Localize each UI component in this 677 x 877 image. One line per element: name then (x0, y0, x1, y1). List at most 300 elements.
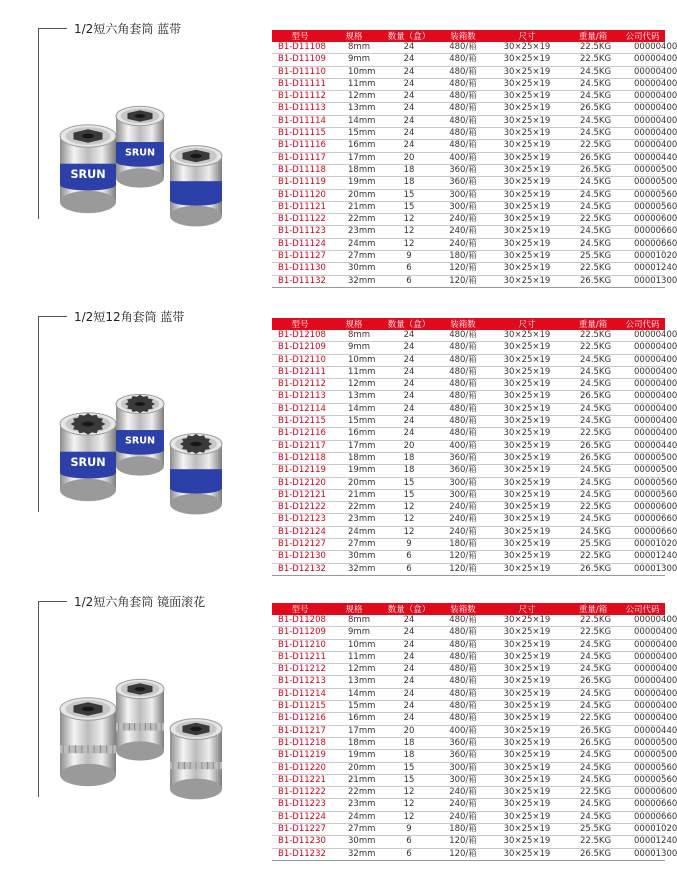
cell-code: 00000400 (620, 140, 665, 152)
table-row (272, 551, 665, 563)
section-title: 1/2短六角套筒 镜面滚花 (74, 595, 206, 609)
cell-size: 30×25×19 (488, 342, 566, 354)
cell-qty: 18 (380, 737, 438, 749)
table-row (272, 366, 665, 378)
table-row (272, 379, 665, 391)
cell-size: 30×25×19 (488, 201, 566, 213)
cell-spec: 9mm (328, 627, 380, 639)
cell-size: 30×25×19 (488, 91, 566, 103)
cell-code: 00000400 (620, 627, 665, 639)
cell-qty: 24 (380, 354, 438, 366)
cell-box-count: 180/箱 (438, 251, 488, 263)
cell-code: 00000500 (620, 465, 665, 477)
header-code: 公司代码 (620, 30, 665, 42)
cell-box-count: 120/箱 (438, 263, 488, 275)
cell-box-count: 180/箱 (438, 824, 488, 836)
cell-code: 00000400 (620, 651, 665, 663)
cell-qty: 9 (380, 251, 438, 263)
cell-weight: 26.5KG (566, 391, 620, 403)
cell-box-count: 480/箱 (438, 366, 488, 378)
table-row (272, 836, 665, 848)
cell-spec: 17mm (328, 440, 380, 452)
cell-model: B1-D12120 (272, 477, 328, 489)
cell-qty: 24 (380, 103, 438, 115)
cell-spec: 24mm (328, 238, 380, 250)
cell-qty: 12 (380, 502, 438, 514)
cell-code: 00000400 (620, 379, 665, 391)
cell-box-count: 480/箱 (438, 140, 488, 152)
table-row (272, 750, 665, 762)
table-row (272, 152, 665, 164)
cell-code: 00000400 (620, 639, 665, 651)
table-row (272, 238, 665, 250)
cell-size: 30×25×19 (488, 811, 566, 823)
table-row (272, 128, 665, 140)
cell-model: B1-D12113 (272, 391, 328, 403)
cell-size: 30×25×19 (488, 502, 566, 514)
cell-weight: 24.5KG (566, 526, 620, 538)
section-title: 1/2短六角套筒 蓝带 (74, 22, 182, 36)
cell-box-count: 120/箱 (438, 275, 488, 287)
cell-box-count: 480/箱 (438, 664, 488, 676)
cell-size: 30×25×19 (488, 750, 566, 762)
cell-spec: 32mm (328, 563, 380, 575)
cell-qty: 24 (380, 713, 438, 725)
table-row (272, 514, 665, 526)
cell-box-count: 480/箱 (438, 391, 488, 403)
cell-qty: 6 (380, 263, 438, 275)
table-row (272, 201, 665, 213)
cell-code: 00000400 (620, 391, 665, 403)
cell-size: 30×25×19 (488, 189, 566, 201)
table-row (272, 177, 665, 189)
cell-qty: 24 (380, 688, 438, 700)
cell-model: B1-D11119 (272, 177, 328, 189)
cell-model: B1-D11232 (272, 848, 328, 860)
cell-size: 30×25×19 (488, 848, 566, 860)
table-row (272, 539, 665, 551)
cell-size: 30×25×19 (488, 379, 566, 391)
cell-box-count: 400/箱 (438, 152, 488, 164)
cell-model: B1-D11123 (272, 226, 328, 238)
cell-qty: 24 (380, 615, 438, 627)
cell-weight: 24.5KG (566, 465, 620, 477)
cell-size: 30×25×19 (488, 676, 566, 688)
cell-weight: 24.5KG (566, 416, 620, 428)
table-row (272, 824, 665, 836)
header-box-count: 装箱数 (438, 603, 488, 615)
table-row (272, 416, 665, 428)
cell-code: 00000660 (620, 226, 665, 238)
header-model: 型号 (272, 603, 328, 615)
cell-spec: 32mm (328, 848, 380, 860)
header-spec: 规格 (328, 318, 380, 330)
table-row (272, 676, 665, 688)
cell-size: 30×25×19 (488, 54, 566, 66)
cell-qty: 24 (380, 342, 438, 354)
cell-weight: 24.5KG (566, 762, 620, 774)
cell-weight: 24.5KG (566, 115, 620, 127)
cell-code: 00000400 (620, 78, 665, 90)
cell-size: 30×25×19 (488, 238, 566, 250)
cell-size: 30×25×19 (488, 128, 566, 140)
cell-model: B1-D12115 (272, 416, 328, 428)
cell-weight: 24.5KG (566, 489, 620, 501)
cell-box-count: 480/箱 (438, 379, 488, 391)
cell-size: 30×25×19 (488, 688, 566, 700)
cell-qty: 24 (380, 42, 438, 54)
header-weight: 重量/箱 (566, 603, 620, 615)
socket-1 (60, 125, 116, 213)
cell-size: 30×25×19 (488, 526, 566, 538)
cell-qty: 15 (380, 489, 438, 501)
cell-spec: 8mm (328, 615, 380, 627)
cell-code: 00000600 (620, 787, 665, 799)
cell-code: 00000400 (620, 115, 665, 127)
header-box-count: 装箱数 (438, 30, 488, 42)
cell-size: 30×25×19 (488, 762, 566, 774)
cell-box-count: 300/箱 (438, 189, 488, 201)
cell-spec: 16mm (328, 428, 380, 440)
cell-code: 00000400 (620, 701, 665, 713)
cell-size: 30×25×19 (488, 428, 566, 440)
cell-model: B1-D11108 (272, 42, 328, 54)
cell-qty: 12 (380, 514, 438, 526)
cell-spec: 22mm (328, 787, 380, 799)
cell-box-count: 480/箱 (438, 639, 488, 651)
cell-weight: 22.5KG (566, 615, 620, 627)
socket-1 (60, 413, 116, 501)
cell-box-count: 480/箱 (438, 54, 488, 66)
cell-box-count: 480/箱 (438, 330, 488, 342)
cell-weight: 26.5KG (566, 275, 620, 287)
cell-size: 30×25×19 (488, 465, 566, 477)
cell-qty: 20 (380, 725, 438, 737)
cell-weight: 26.5KG (566, 103, 620, 115)
cell-qty: 9 (380, 824, 438, 836)
cell-code: 00000600 (620, 214, 665, 226)
cell-box-count: 120/箱 (438, 848, 488, 860)
cell-spec: 21mm (328, 201, 380, 213)
table-header-row (272, 318, 665, 330)
cell-model: B1-D11210 (272, 639, 328, 651)
cell-size: 30×25×19 (488, 440, 566, 452)
brand-logo: SRUN (124, 147, 156, 159)
cell-qty: 24 (380, 664, 438, 676)
cell-model: B1-D11219 (272, 750, 328, 762)
cell-spec: 30mm (328, 263, 380, 275)
table-row (272, 477, 665, 489)
cell-size: 30×25×19 (488, 78, 566, 90)
cell-weight: 22.5KG (566, 502, 620, 514)
cell-code: 00001240 (620, 836, 665, 848)
socket-2 (116, 394, 164, 475)
cell-weight: 26.5KG (566, 440, 620, 452)
cell-weight: 26.5KG (566, 676, 620, 688)
cell-box-count: 300/箱 (438, 477, 488, 489)
cell-code: 00000400 (620, 330, 665, 342)
cell-weight: 24.5KG (566, 811, 620, 823)
header-code: 公司代码 (620, 603, 665, 615)
header-spec: 规格 (328, 603, 380, 615)
cell-code: 00001240 (620, 263, 665, 275)
cell-code: 00001300 (620, 848, 665, 860)
cell-size: 30×25×19 (488, 664, 566, 676)
table-row (272, 214, 665, 226)
table-row (272, 799, 665, 811)
cell-size: 30×25×19 (488, 275, 566, 287)
cell-spec: 11mm (328, 651, 380, 663)
cell-spec: 14mm (328, 403, 380, 415)
cell-code: 00001300 (620, 275, 665, 287)
brand-logo: SRUN (70, 456, 106, 470)
spec-table (272, 30, 677, 288)
cell-box-count: 360/箱 (438, 177, 488, 189)
cell-code: 00000400 (620, 342, 665, 354)
cell-size: 30×25×19 (488, 177, 566, 189)
cell-weight: 22.5KG (566, 42, 620, 54)
cell-weight: 26.5KG (566, 563, 620, 575)
cell-model: B1-D12122 (272, 502, 328, 514)
cell-qty: 12 (380, 799, 438, 811)
cell-weight: 24.5KG (566, 750, 620, 762)
product-photo (48, 671, 234, 841)
cell-model: B1-D11132 (272, 275, 328, 287)
cell-weight: 26.5KG (566, 452, 620, 464)
cell-spec: 30mm (328, 836, 380, 848)
cell-spec: 22mm (328, 214, 380, 226)
cell-model: B1-D12109 (272, 342, 328, 354)
cell-model: B1-D11218 (272, 737, 328, 749)
cell-model: B1-D11118 (272, 164, 328, 176)
cell-model: B1-D12112 (272, 379, 328, 391)
cell-size: 30×25×19 (488, 737, 566, 749)
cell-spec: 13mm (328, 676, 380, 688)
cell-weight: 24.5KG (566, 226, 620, 238)
cell-size: 30×25×19 (488, 627, 566, 639)
cell-spec: 15mm (328, 416, 380, 428)
cell-box-count: 480/箱 (438, 42, 488, 54)
cell-box-count: 240/箱 (438, 514, 488, 526)
cell-weight: 24.5KG (566, 354, 620, 366)
cell-box-count: 240/箱 (438, 214, 488, 226)
cell-code: 00000440 (620, 725, 665, 737)
cell-spec: 17mm (328, 725, 380, 737)
cell-spec: 9mm (328, 54, 380, 66)
cell-qty: 18 (380, 452, 438, 464)
socket-3 (170, 146, 222, 227)
cell-model: B1-D11223 (272, 799, 328, 811)
cell-model: B1-D12127 (272, 539, 328, 551)
cell-weight: 24.5KG (566, 128, 620, 140)
cell-box-count: 240/箱 (438, 238, 488, 250)
cell-spec: 18mm (328, 737, 380, 749)
cell-box-count: 480/箱 (438, 115, 488, 127)
cell-qty: 12 (380, 226, 438, 238)
cell-weight: 26.5KG (566, 164, 620, 176)
cell-size: 30×25×19 (488, 514, 566, 526)
cell-weight: 24.5KG (566, 91, 620, 103)
table-row (272, 811, 665, 823)
cell-box-count: 360/箱 (438, 750, 488, 762)
cell-box-count: 120/箱 (438, 551, 488, 563)
cell-weight: 24.5KG (566, 477, 620, 489)
cell-size: 30×25×19 (488, 354, 566, 366)
cell-model: B1-D12108 (272, 330, 328, 342)
cell-qty: 18 (380, 177, 438, 189)
cell-weight: 26.5KG (566, 848, 620, 860)
cell-qty: 18 (380, 164, 438, 176)
table-row (272, 465, 665, 477)
table-row (272, 615, 665, 627)
cell-code: 00000560 (620, 477, 665, 489)
cell-code: 00000400 (620, 128, 665, 140)
cell-weight: 24.5KG (566, 701, 620, 713)
header-model: 型号 (272, 318, 328, 330)
cell-size: 30×25×19 (488, 551, 566, 563)
cell-code: 00001020 (620, 539, 665, 551)
cell-size: 30×25×19 (488, 774, 566, 786)
cell-size: 30×25×19 (488, 391, 566, 403)
brand-logo: SRUN (124, 435, 156, 447)
cell-code: 00000560 (620, 201, 665, 213)
table-row (272, 737, 665, 749)
table-row (272, 403, 665, 415)
cell-code: 00001300 (620, 563, 665, 575)
cell-code: 00000400 (620, 416, 665, 428)
cell-qty: 12 (380, 526, 438, 538)
cell-qty: 24 (380, 403, 438, 415)
cell-model: B1-D11208 (272, 615, 328, 627)
cell-code: 00000600 (620, 502, 665, 514)
cell-spec: 15mm (328, 701, 380, 713)
cell-spec: 24mm (328, 526, 380, 538)
cell-code: 00000500 (620, 750, 665, 762)
table-row (272, 526, 665, 538)
cell-box-count: 480/箱 (438, 713, 488, 725)
cell-code: 00000400 (620, 42, 665, 54)
cell-box-count: 240/箱 (438, 526, 488, 538)
table-row (272, 115, 665, 127)
cell-model: B1-D11215 (272, 701, 328, 713)
cell-size: 30×25×19 (488, 639, 566, 651)
cell-code: 00000560 (620, 489, 665, 501)
cell-model: B1-D11214 (272, 688, 328, 700)
cell-qty: 15 (380, 477, 438, 489)
cell-qty: 12 (380, 787, 438, 799)
cell-size: 30×25×19 (488, 477, 566, 489)
cell-weight: 24.5KG (566, 177, 620, 189)
cell-code: 00000400 (620, 54, 665, 66)
cell-size: 30×25×19 (488, 416, 566, 428)
cell-model: B1-D11213 (272, 676, 328, 688)
cell-qty: 24 (380, 391, 438, 403)
cell-box-count: 400/箱 (438, 725, 488, 737)
cell-spec: 23mm (328, 226, 380, 238)
cell-qty: 20 (380, 440, 438, 452)
section-title: 1/2短12角套筒 蓝带 (74, 310, 185, 324)
cell-code: 00000440 (620, 440, 665, 452)
cell-weight: 24.5KG (566, 201, 620, 213)
cell-spec: 21mm (328, 774, 380, 786)
cell-model: B1-D12130 (272, 551, 328, 563)
brand-logo: SRUN (70, 168, 106, 182)
cell-spec: 12mm (328, 91, 380, 103)
cell-spec: 19mm (328, 750, 380, 762)
cell-box-count: 300/箱 (438, 774, 488, 786)
cell-qty: 24 (380, 115, 438, 127)
cell-model: B1-D11116 (272, 140, 328, 152)
cell-size: 30×25×19 (488, 824, 566, 836)
cell-code: 00000400 (620, 428, 665, 440)
cell-qty: 12 (380, 238, 438, 250)
table-row (272, 103, 665, 115)
cell-spec: 23mm (328, 514, 380, 526)
cell-spec: 11mm (328, 78, 380, 90)
cell-weight: 22.5KG (566, 263, 620, 275)
cell-size: 30×25×19 (488, 115, 566, 127)
cell-weight: 24.5KG (566, 66, 620, 78)
cell-spec: 24mm (328, 811, 380, 823)
table-row (272, 651, 665, 663)
cell-qty: 6 (380, 551, 438, 563)
table-row (272, 91, 665, 103)
cell-model: B1-D11211 (272, 651, 328, 663)
cell-weight: 24.5KG (566, 651, 620, 663)
cell-size: 30×25×19 (488, 725, 566, 737)
cell-qty: 15 (380, 774, 438, 786)
cell-spec: 10mm (328, 66, 380, 78)
table-row (272, 263, 665, 275)
cell-spec: 19mm (328, 465, 380, 477)
cell-model: B1-D11209 (272, 627, 328, 639)
cell-model: B1-D12132 (272, 563, 328, 575)
table-row (272, 391, 665, 403)
table-row (272, 189, 665, 201)
cell-box-count: 240/箱 (438, 787, 488, 799)
cell-size: 30×25×19 (488, 251, 566, 263)
cell-size: 30×25×19 (488, 651, 566, 663)
cell-qty: 24 (380, 366, 438, 378)
table-row (272, 787, 665, 799)
cell-code: 00000560 (620, 189, 665, 201)
cell-weight: 22.5KG (566, 713, 620, 725)
cell-box-count: 480/箱 (438, 128, 488, 140)
cell-code: 00000560 (620, 774, 665, 786)
cell-weight: 22.5KG (566, 551, 620, 563)
cell-model: B1-D11113 (272, 103, 328, 115)
cell-box-count: 120/箱 (438, 563, 488, 575)
cell-spec: 27mm (328, 251, 380, 263)
table-row (272, 627, 665, 639)
header-box-count: 装箱数 (438, 318, 488, 330)
cell-model: B1-D11112 (272, 91, 328, 103)
table-row (272, 330, 665, 342)
table-header-row (272, 30, 665, 42)
cell-spec: 14mm (328, 688, 380, 700)
cell-box-count: 480/箱 (438, 416, 488, 428)
cell-qty: 6 (380, 836, 438, 848)
cell-box-count: 300/箱 (438, 201, 488, 213)
cell-model: B1-D11212 (272, 664, 328, 676)
socket-3 (170, 719, 222, 800)
cell-spec: 27mm (328, 824, 380, 836)
table-row (272, 639, 665, 651)
cell-spec: 20mm (328, 189, 380, 201)
cell-qty: 24 (380, 91, 438, 103)
cell-box-count: 480/箱 (438, 342, 488, 354)
cell-model: B1-D11230 (272, 836, 328, 848)
